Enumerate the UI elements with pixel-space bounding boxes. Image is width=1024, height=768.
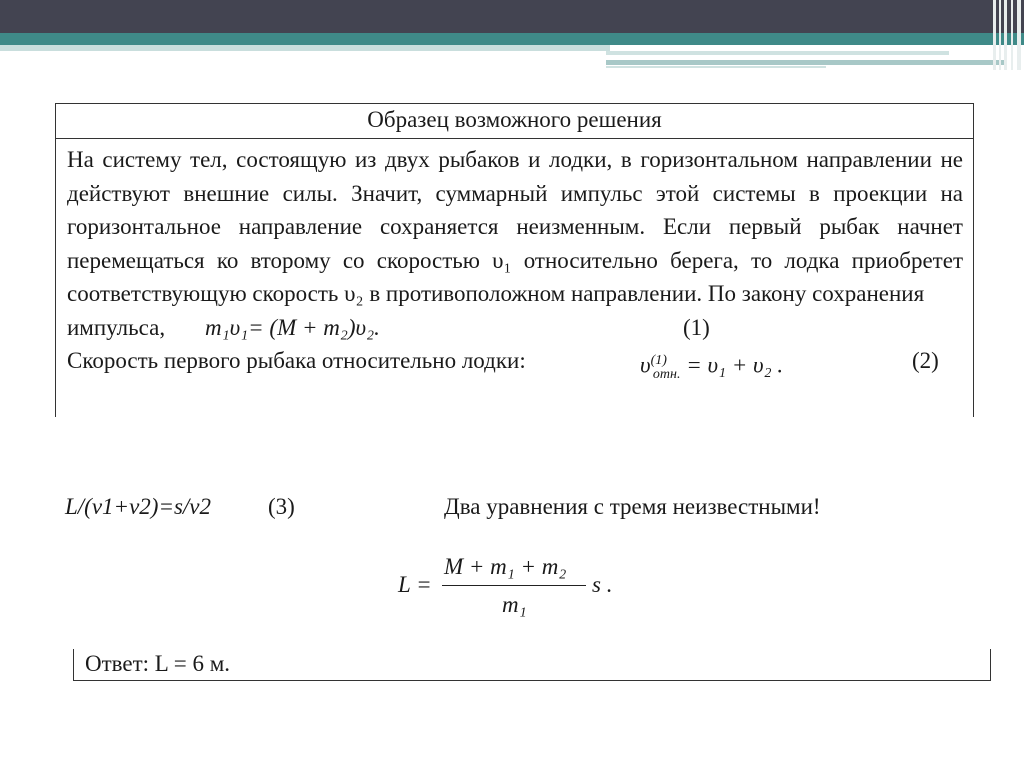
solution-title: Образец возможного решения [367,107,662,132]
remark-text: Два уравнения с тремя неизвестными! [444,494,821,519]
equation-2-sup: (1) [650,353,667,368]
slide-header-rule [606,66,826,68]
equation-2 [640,344,783,392]
answer-box [73,649,991,681]
formula-tail: s . [592,572,613,597]
answer-text: Ответ: L = 6 м. [85,651,231,676]
slide-header-rule [606,51,949,55]
equation-3-number: (3) [268,494,295,519]
slide-header-bar [0,0,1024,33]
formula-denominator: m₁ [502,592,527,617]
equation-2-lhs: υ [640,352,651,378]
equation-2-line [67,344,963,383]
fraction-bar [442,585,586,586]
slide-header-underline [0,45,610,51]
formula-lhs: L = [398,572,432,597]
speed-label: Скорость первого рыбака относительно лодки: [67,348,526,373]
equation-1-number: (1) [683,314,710,340]
equation-1-line [67,311,963,345]
slide-header-stripes [993,0,1024,70]
equation-2-sub: отн. [652,367,681,383]
slide-header-rule [606,60,1006,65]
momentum-label: импульса, [67,314,166,340]
equation-1: m₁υ₁= (M + m₂)υ₂. [205,314,380,340]
equation-2-number: (2) [912,348,939,373]
solution-paragraph: На систему тел, состоящую из двух рыбаков и лодки, в горизонтальном направлении не действуют внешние силы. Значит, суммарный импульс этой системы в проекции на горизонтальное направление сохраняется неизменным. Если первый рыбак начнет перемещаться ко второму со скоростью υ₁ относительно берега, то лодка приобретет соответствующую скорость υ₂ в противоположном направлении. По закону сохранения [67,147,963,306]
equation-2-rhs: = υ₁ + υ₂ . [680,352,784,378]
slide-header-accent [0,33,1024,45]
result-formula [398,552,638,622]
formula-numerator: M + m₁ + m₂ [444,554,567,579]
equation-3: L/(v1+v2)=s/v2 [65,494,212,519]
solution-body [67,143,963,383]
solution-table [55,103,974,417]
